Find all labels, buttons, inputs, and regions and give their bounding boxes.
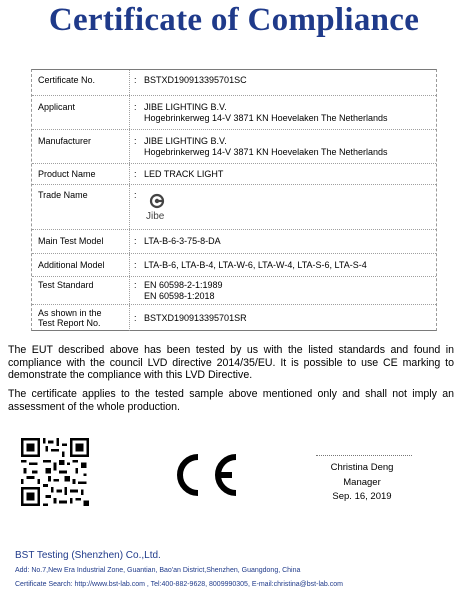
product-name-label: Product Name: [38, 169, 96, 179]
applicant-name: JIBE LIGHTING B.V.: [144, 102, 227, 112]
colon: :: [134, 102, 137, 112]
issuer-address: Add: No.7,New Era Industrial Zone, Guantian, Bao'an District,Shenzhen, Guangdong, China: [15, 567, 301, 574]
colon: :: [134, 313, 137, 323]
test-report-label-line2: Test Report No.: [38, 318, 101, 328]
column-divider: [129, 277, 130, 304]
row-test-report-no: [32, 305, 436, 331]
column-divider: [129, 254, 130, 276]
row-trade-name: [32, 185, 436, 230]
certificate-no-value: BSTXD190913395701SC: [144, 75, 247, 85]
certificate-no-label: Certificate No.: [38, 75, 96, 85]
additional-model-value: LTA-B-6, LTA-B-4, LTA-W-6, LTA-W-4, LTA-S-6, LTA-S-4: [144, 260, 367, 270]
svg-text:Jibe: Jibe: [146, 211, 165, 222]
signatory-name: Christina Deng: [330, 462, 394, 473]
product-name-value: LED TRACK LIGHT: [144, 169, 224, 179]
signatory-title: Manager: [343, 477, 381, 488]
main-test-model-label: Main Test Model: [38, 236, 104, 246]
colon: :: [134, 236, 137, 246]
column-divider: [129, 70, 130, 95]
test-standard-1: EN 60598-2-1:1989: [144, 280, 223, 290]
scope-statement: The certificate applies to the tested sample above mentioned only and shall not imply an assessment of the whole production.: [8, 388, 454, 413]
trade-name-label: Trade Name: [38, 190, 88, 200]
applicant-label: Applicant: [38, 102, 76, 112]
row-certificate-no: [32, 70, 436, 96]
column-divider: [129, 305, 130, 331]
row-manufacturer: [32, 130, 436, 164]
row-applicant: [32, 96, 436, 130]
issuer-company: BST Testing (Shenzhen) Co.,Ltd.: [15, 550, 161, 561]
column-divider: [129, 230, 130, 253]
signature-line: [316, 455, 412, 456]
colon: :: [134, 260, 137, 270]
main-test-model-value: LTA-B-6-3-75-8-DA: [144, 236, 221, 246]
test-report-label-line1: As shown in the: [38, 308, 102, 318]
certificate-details-table: [31, 69, 437, 331]
additional-model-label: Additional Model: [38, 260, 105, 270]
colon: :: [134, 190, 137, 200]
colon: :: [134, 169, 137, 179]
row-additional-model: [32, 254, 436, 277]
issuer-contact: Certificate Search: http://www.bst-lab.com , Tel:400-882-9628, 8009990305, E-mail:christina@bst-lab.com: [15, 581, 343, 588]
row-product-name: [32, 164, 436, 185]
compliance-statement: The EUT described above has been tested by us with the listed standards and found in compliance with the council LVD directive 2014/35/EU. It is possible to use CE marking to demonstrate the compliance with this LVD Directive.: [8, 344, 454, 382]
test-report-no-value: BSTXD190913395701SR: [144, 313, 247, 323]
test-standard-label: Test Standard: [38, 280, 94, 290]
colon: :: [134, 280, 137, 290]
ce-mark-icon: [164, 448, 244, 502]
row-test-standard: [32, 277, 436, 305]
qr-code-icon: [21, 438, 89, 506]
column-divider: [129, 96, 130, 129]
column-divider: [129, 164, 130, 184]
applicant-address: Hogebrinkerweg 14-V 3871 KN Hoevelaken The Netherlands: [144, 113, 388, 123]
colon: :: [134, 75, 137, 85]
certificate-title: Certificate of Compliance: [48, 2, 420, 38]
column-divider: [129, 185, 130, 229]
test-standard-2: EN 60598-1:2018: [144, 291, 215, 301]
manufacturer-name: JIBE LIGHTING B.V.: [144, 136, 227, 146]
manufacturer-label: Manufacturer: [38, 136, 92, 146]
colon: :: [134, 136, 137, 146]
column-divider: [129, 130, 130, 163]
signature-date: Sep. 16, 2019: [332, 491, 392, 502]
jibe-logo-icon: [144, 193, 174, 223]
manufacturer-address: Hogebrinkerweg 14-V 3871 KN Hoevelaken The Netherlands: [144, 147, 388, 157]
row-main-test-model: [32, 230, 436, 254]
